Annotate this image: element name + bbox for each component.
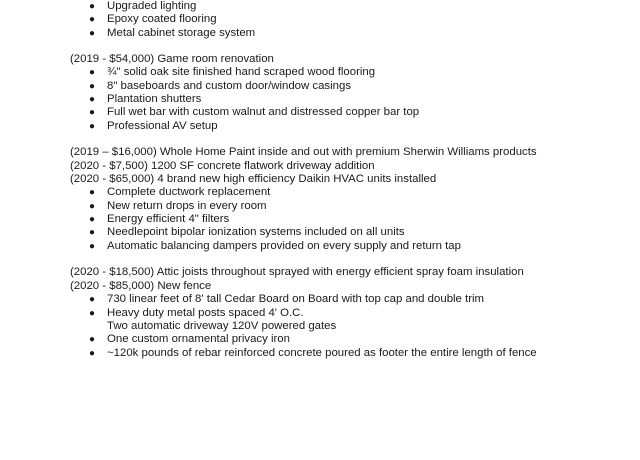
list-item <box>89 240 461 253</box>
list-item-text: Professional AV setup <box>107 120 218 132</box>
list-item-text: Full wet bar with custom walnut and distressed copper bar top <box>107 106 420 118</box>
list-item-text: Epoxy coated flooring <box>107 13 217 25</box>
bullet-icon: ● <box>89 28 96 39</box>
list-item <box>89 200 267 213</box>
list-item <box>89 186 270 199</box>
section-header: (2020 - $18,500) Attic joists throughout sprayed with energy efficient spray foam insulation <box>70 266 524 278</box>
bullet-icon: ● <box>89 1 96 12</box>
list-item <box>89 66 375 79</box>
bullet-icon: ● <box>89 294 96 305</box>
bullet-icon: ● <box>89 81 96 92</box>
bullet-icon: ● <box>89 107 96 118</box>
list-item <box>89 93 201 106</box>
section-header: (2019 - $54,000) Game room renovation <box>70 53 274 65</box>
list-item <box>89 106 419 119</box>
list-item-text: ¾" solid oak site finished hand scraped wood flooring <box>107 66 376 78</box>
list-item-text: Automatic balancing dampers provided on every supply and return tap <box>107 240 461 252</box>
list-item <box>89 293 484 306</box>
bullet-icon: ● <box>89 94 96 105</box>
bullet-icon: ● <box>89 241 96 252</box>
list-item-text: 8" baseboards and custom door/window casings <box>107 80 352 92</box>
section-header: (2020 - $65,000) 4 brand new high efficiency Daikin HVAC units installed <box>70 173 437 185</box>
bullet-icon: ● <box>89 67 96 78</box>
list-item-text: Complete ductwork replacement <box>107 186 271 198</box>
section-header: (2020 - $85,000) New fence <box>70 280 212 292</box>
bullet-icon: ● <box>89 348 96 359</box>
list-item-text: Metal cabinet storage system <box>107 27 256 39</box>
list-item <box>89 333 290 346</box>
list-item-text: Upgraded lighting <box>107 0 197 12</box>
list-item <box>89 307 304 320</box>
list-item-text: 730 linear feet of 8' tall Cedar Board on Board with top cap and double trim <box>107 293 485 305</box>
section-header: (2020 - $7,500) 1200 SF concrete flatwork driveway addition <box>70 160 375 172</box>
list-item-text: Plantation shutters <box>107 93 202 105</box>
list-item <box>89 226 405 239</box>
bullet-icon: ● <box>89 187 96 198</box>
bullet-icon: ● <box>89 214 96 225</box>
list-item <box>89 80 351 93</box>
list-item <box>89 213 229 226</box>
list-item-text: ~120k pounds of rebar reinforced concrete poured as footer the entire length of fence <box>107 347 537 359</box>
bullet-icon: ● <box>89 334 96 345</box>
bullet-icon: ● <box>89 121 96 132</box>
list-item-text: New return drops in every room <box>107 200 267 212</box>
list-item <box>89 347 537 360</box>
list-item <box>89 27 255 40</box>
list-item <box>89 120 218 133</box>
bullet-icon: ● <box>89 308 96 319</box>
section-header: (2019 – $16,000) Whole Home Paint inside and out with premium Sherwin Williams products <box>70 146 537 158</box>
list-item-text: Heavy duty metal posts spaced 4' O.C. <box>107 307 304 319</box>
list-item-text: One custom ornamental privacy iron <box>107 333 290 345</box>
bullet-icon: ● <box>89 227 96 238</box>
list-item-text: Energy efficient 4" filters <box>107 213 230 225</box>
bullet-icon: ● <box>89 201 96 212</box>
list-item-text: Needlepoint bipolar ionization systems included on all units <box>107 226 405 238</box>
list-item-continuation: Two automatic driveway 120V powered gates <box>107 320 337 332</box>
bullet-icon: ● <box>89 14 96 25</box>
list-item <box>89 13 217 26</box>
list-item <box>89 0 196 13</box>
